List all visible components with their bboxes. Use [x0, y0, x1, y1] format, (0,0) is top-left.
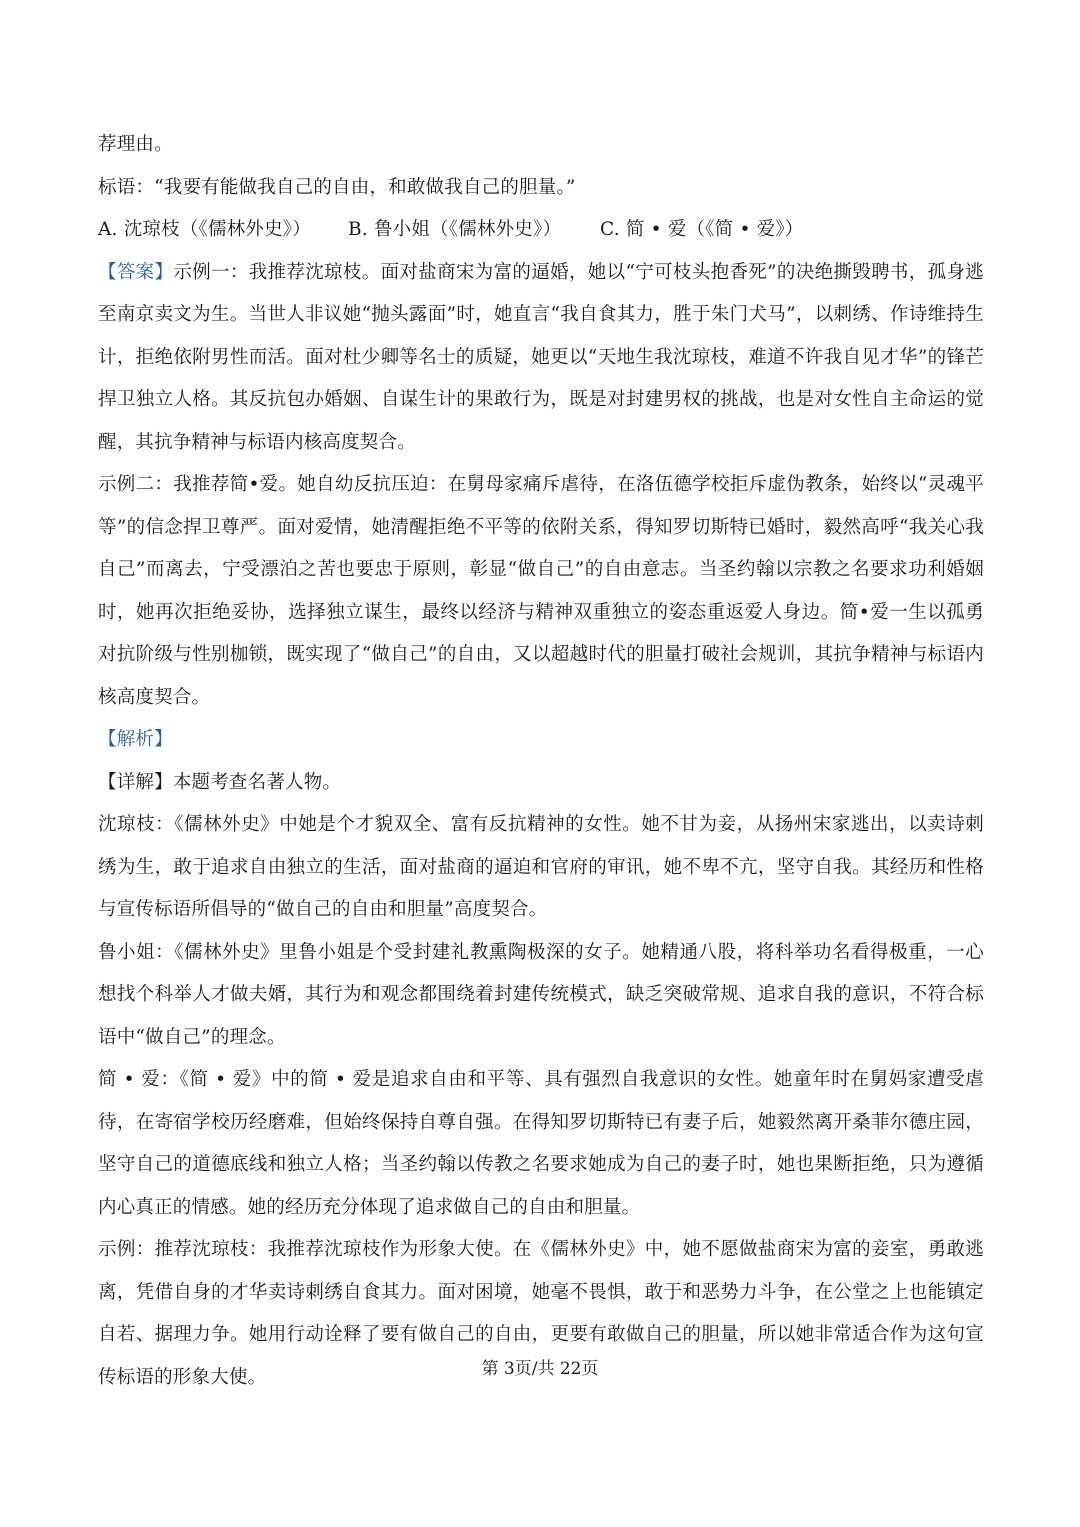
option-c: C. 简 • 爱（《简 • 爱》）	[600, 219, 804, 240]
document-body	[98, 124, 984, 1399]
analysis-jane: 简 • 爱：《简 • 爱》中的简 • 爱是追求自由和平等、具有强烈自我意识的女性。她童年时在舅妈家遭受虐待，在寄宿学校历经磨难，但始终保持自尊自强。在得知罗切斯特已有妻子后，她毅然离开桑菲尔德庄园，坚守自己的道德底线和独立人格；当圣约翰以传教之名要求她成为自己的妻子时，她也果断拒绝，只为遵循内心真正的情感。她的经历充分体现了追求做自己的自由和胆量。	[98, 1069, 984, 1218]
answer-example-2: 示例二：我推荐简•爱。她自幼反抗压迫：在舅母家痛斥虐待，在洛伍德学校拒斥虚伪教条，始终以“灵魂平等”的信念捍卫尊严。面对爱情，她清醒拒绝不平等的依附关系，得知罗切斯特已婚时，毅然高呼“我关心我自己”而离去，宁受漂泊之苦也要忠于原则，彰显“做自己”的自由意志。当圣约翰以宗教之名要求功利婚姻时，她再次拒绝妥协，选择独立谋生，最终以经济与精神双重独立的姿态重返爱人身边。简•爱一生以孤勇对抗阶级与性别枷锁，既实现了“做自己”的自由，又以超越时代的胆量打破社会规训，其抗争精神与标语内核高度契合。	[98, 474, 984, 708]
slogan-line: 标语：“我要有能做我自己的自由，和敢做我自己的胆量。”	[98, 176, 576, 198]
detail-text: 本题考查名著人物。	[172, 771, 342, 793]
analysis-tag: 【解析】	[98, 729, 173, 750]
analysis-lu: 鲁小姐：《儒林外史》里鲁小姐是个受封建礼教熏陶极深的女子。她精通八股，将科举功名看得极重，一心想找个科举人才做夫婿，其行为和观念都围绕着封建传统模式，缺乏突破常规、追求自我的意识，不符合标语中“做自己”的理念。	[98, 941, 984, 1048]
detail-line	[98, 762, 984, 805]
answer-tag: 【答案】	[98, 261, 174, 283]
analysis-sample: 示例：推荐沈琼枝：我推荐沈琼枝作为形象大使。在《儒林外史》中，她不愿做盐商宋为富的妾室，勇敢逃离，凭借自身的才华卖诗刺绣自食其力。面对困境，她毫不畏惧，敢于和恶势力斗争，在公堂之上也能镇定自若、据理力争。她用行动诠释了要有做自己的自由，更要有敢做自己的胆量，所以她非常适合作为这句宣传标语的形象大使。	[98, 1239, 984, 1388]
answer-example-1	[98, 252, 984, 465]
intro-tail: 荐理由。	[98, 134, 173, 155]
option-b: B. 鲁小姐（《儒林外史》）	[348, 219, 562, 240]
analysis-shen: 沈琼枝：《儒林外史》中她是个才貌双全、富有反抗精神的女性。她不甘为妾，从扬州宋家逃出，以卖诗刺绣为生，敢于追求自由独立的生活，面对盐商的逼迫和官府的审讯，她不卑不亢，坚守自我。其经历和性格与宣传标语所倡导的“做自己的自由和胆量”高度契合。	[98, 814, 984, 920]
detail-tag: 【详解】	[98, 771, 173, 793]
answer-example-1-text: 示例一：我推荐沈琼枝。面对盐商宋为富的逼婚，她以“宁可枝头抱香死”的决绝撕毁聘书，孤身逃至南京卖文为生。当世人非议她“抛头露面”时，她直言“我自食其力，胜于朱门犬马”，以刺绣、作诗维持生计，拒绝依附男性而活。面对杜少卿等名士的质疑，她更以“天地生我沈琼枝，难道不许我自见才华”的锋芒捍卫独立人格。其反抗包办婚姻、自谋生计的果敢行为，既是对封建男权的挑战，也是对女性自主命运的觉醒，其抗争精神与标语内核高度契合。	[98, 261, 984, 453]
option-a: A. 沈琼枝（《儒林外史》）	[98, 219, 311, 240]
options-line	[98, 209, 984, 252]
page-footer: 第 3页/共 22页	[481, 1359, 599, 1379]
analysis-heading	[98, 719, 984, 762]
